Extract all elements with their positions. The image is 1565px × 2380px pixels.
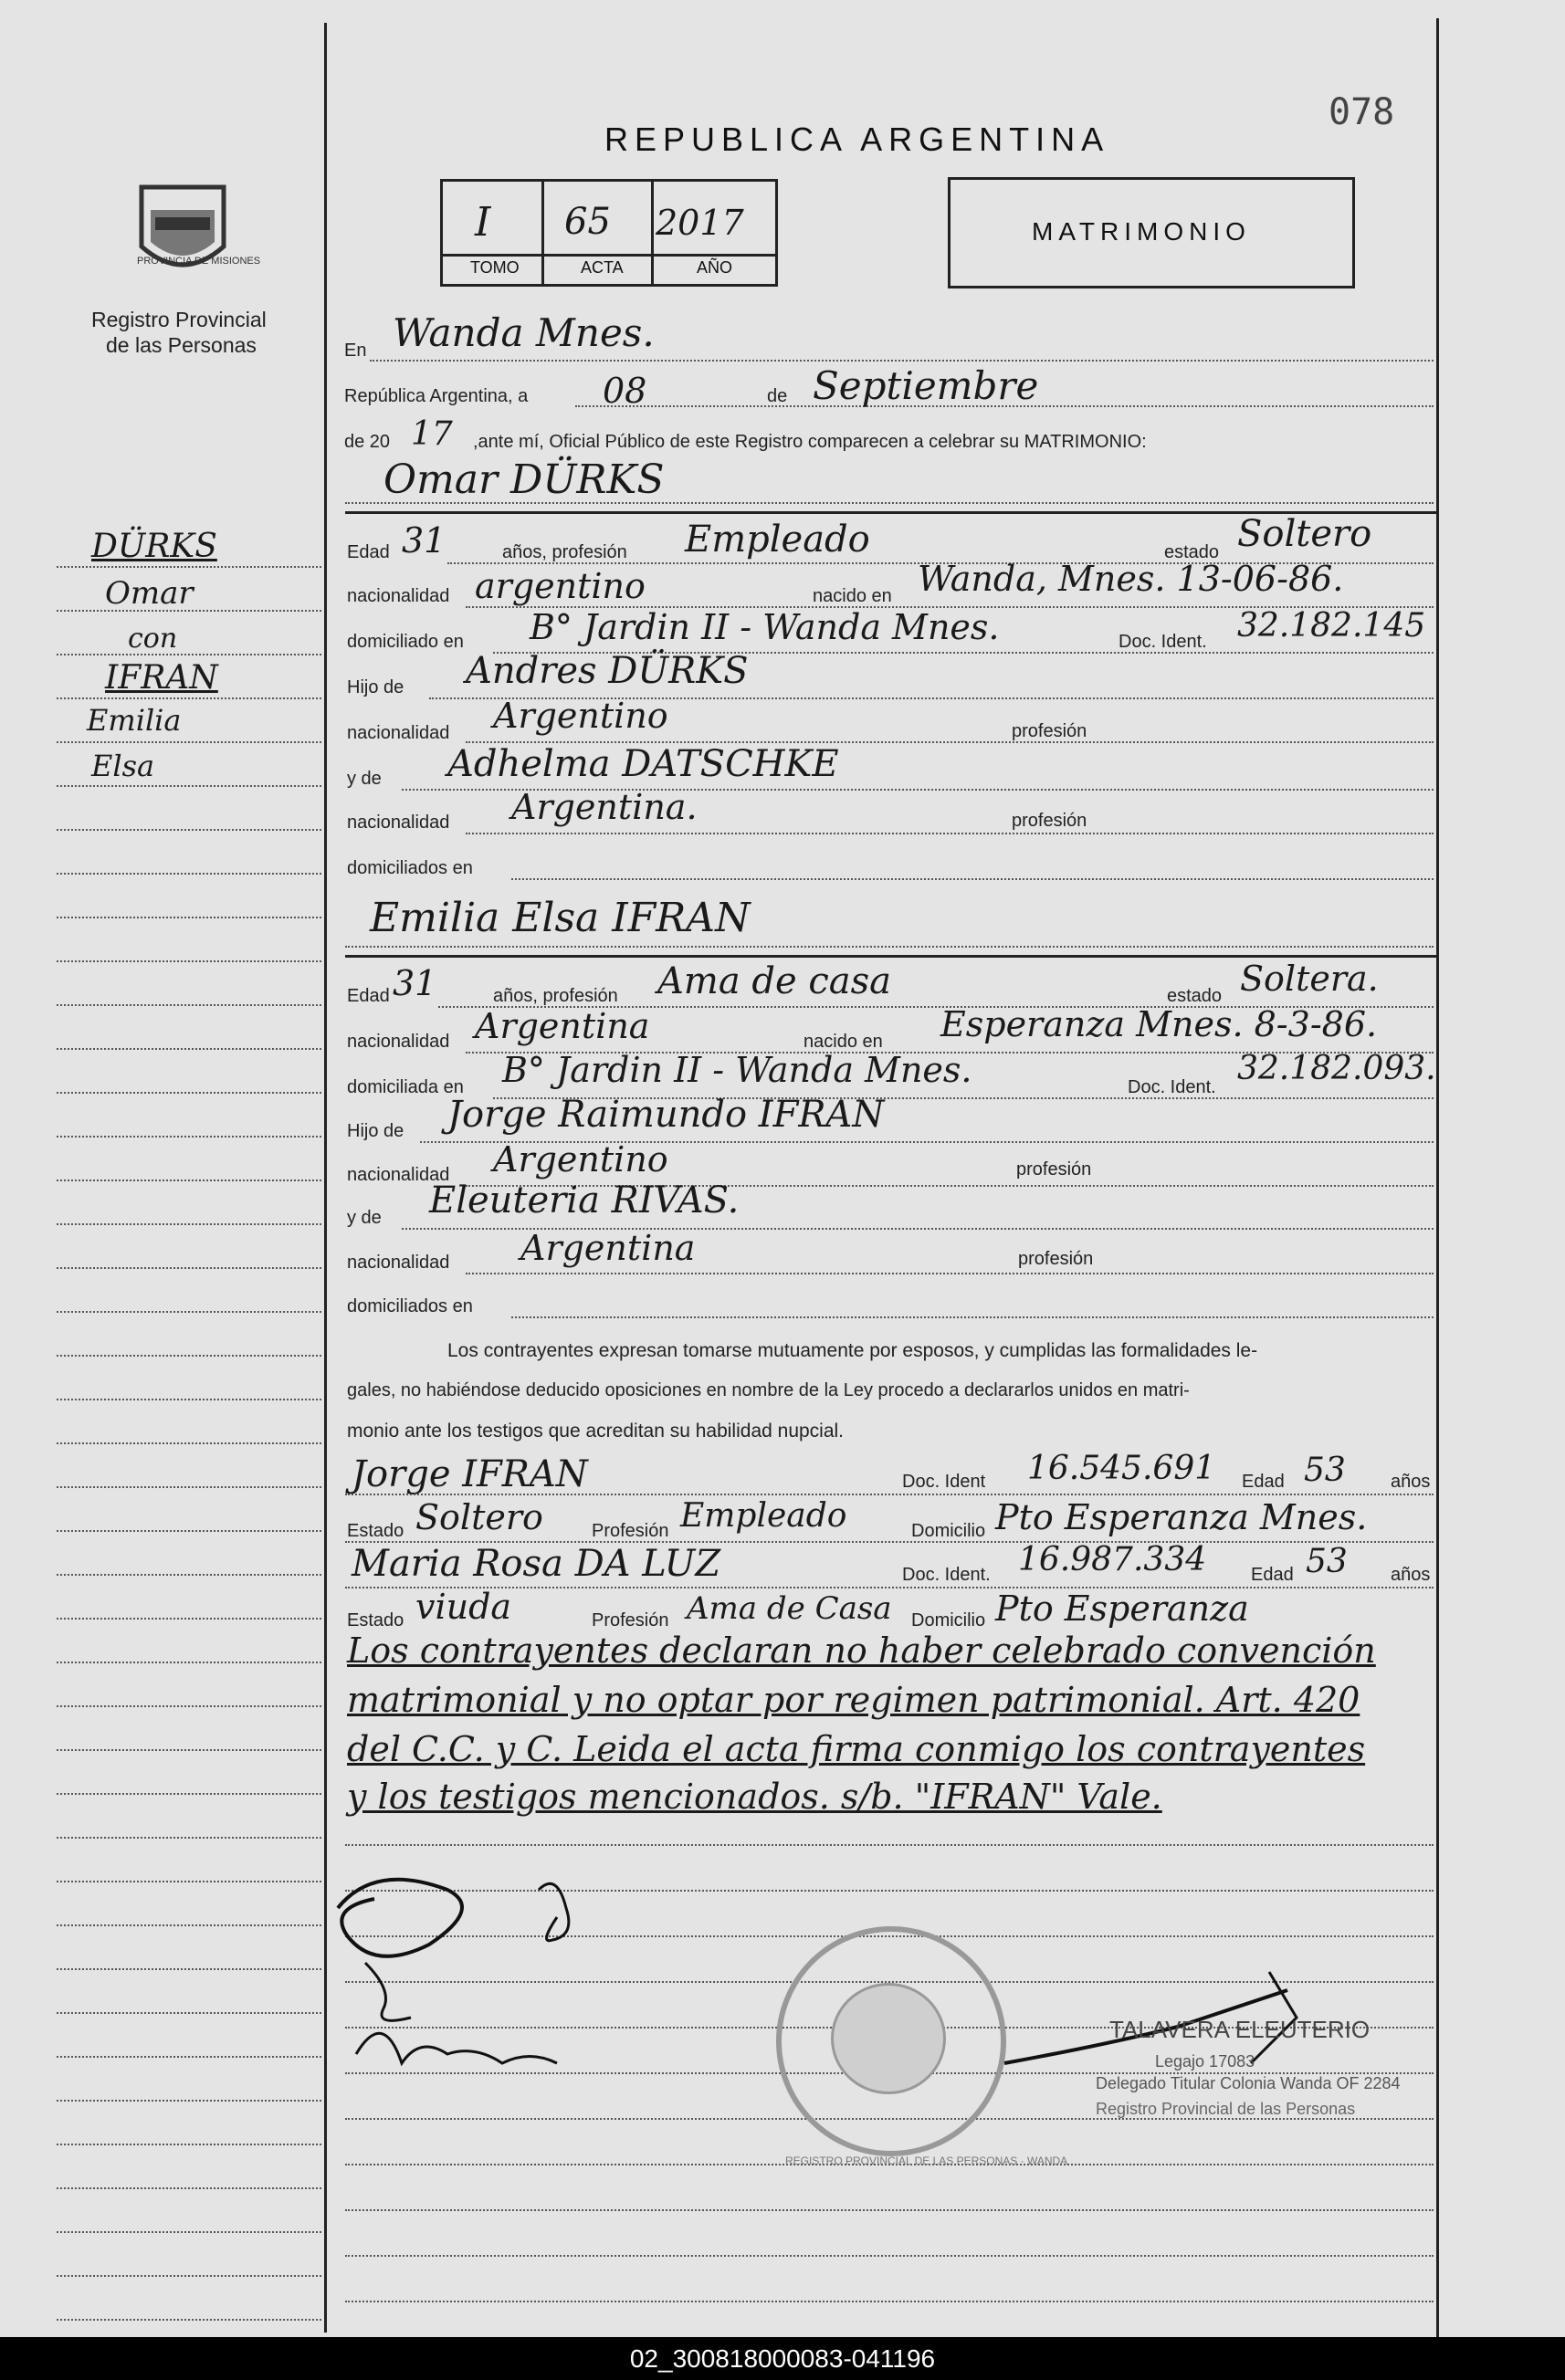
official-registry: Registro Provincial de las Personas	[1096, 2100, 1356, 2118]
bride-father-nat: Argentino	[493, 1139, 668, 1180]
bride-nacido-label: nacido en	[804, 1032, 883, 1052]
groom-fprof-label: profesión	[1012, 721, 1087, 741]
margin-note-line3: con	[128, 623, 178, 655]
groom-mother: Adhelma DATSCHKE	[447, 743, 839, 785]
margin-note-line4: IFRAN	[105, 659, 218, 697]
witness1-anos-label: años	[1391, 1472, 1431, 1492]
bride-domiciliados-label: domiciliados en	[347, 1296, 473, 1316]
bride-age: 31	[393, 963, 437, 1003]
bride-edad-label: Edad	[347, 986, 390, 1006]
registry-name-line1: Registro Provincial	[91, 308, 267, 331]
groom-birth: Wanda, Mnes. 13-06-86.	[918, 559, 1344, 599]
groom-dom-label: domiciliado en	[347, 632, 464, 652]
witness2-anos-label: años	[1391, 1565, 1431, 1585]
bride-doc-label: Doc. Ident.	[1128, 1077, 1216, 1097]
province-crest-icon	[128, 173, 237, 288]
official-role: Delegado Titular Colonia Wanda OF 2284	[1096, 2074, 1401, 2092]
groom-nacido-label: nacido en	[813, 586, 892, 606]
groom-mprof-label: profesión	[1012, 811, 1087, 831]
marriage-place: Wanda Mnes.	[393, 310, 655, 355]
en-label: En	[344, 341, 367, 361]
bride-estado-label: estado	[1167, 986, 1223, 1006]
right-margin-line	[1436, 18, 1439, 2337]
note-line3: del C.C. y C. Leida el acta firma conmigo los contrayentes	[347, 1729, 1366, 1769]
groom-estado-label: estado	[1164, 542, 1220, 562]
bride-birth: Esperanza Mnes. 8-3-86.	[940, 1004, 1378, 1044]
groom-doc-label: Doc. Ident.	[1119, 632, 1207, 652]
groom-profession: Empleado	[685, 519, 870, 561]
groom-doc: 32.182.145	[1237, 607, 1426, 645]
witness1-doc-label: Doc. Ident	[902, 1472, 986, 1492]
folio-number: 078	[1329, 91, 1395, 133]
acta-value: 65	[564, 201, 611, 243]
crest-text: PROVINCIA DE MISIONES	[137, 256, 261, 267]
groom-hijo-label: Hijo de	[347, 677, 404, 697]
witness1-status: Soltero	[415, 1497, 543, 1537]
bride-dom-label: domiciliada en	[347, 1077, 464, 1097]
intro-sentence: ,ante mí, Oficial Público de este Registro comparecen a celebrar su MATRIMONIO:	[473, 432, 1147, 452]
groom-age: 31	[402, 520, 446, 561]
witness2-edad-label: Edad	[1251, 1565, 1294, 1585]
note-line1: Los contrayentes declaran no haber celebrado convención	[347, 1630, 1376, 1671]
groom-edad-label: Edad	[347, 542, 390, 562]
margin-note-line5: Emilia	[87, 703, 182, 738]
groom-nationality: argentino	[475, 566, 646, 606]
witness2-doc: 16.987.334	[1018, 1541, 1207, 1578]
official-name: TALAVERA ELEUTERIO	[1109, 2016, 1371, 2043]
marriage-day: 08	[603, 371, 647, 411]
signatures-graphic	[320, 1853, 685, 2091]
bride-doc: 32.182.093.	[1237, 1050, 1436, 1087]
witness2-doc-label: Doc. Ident.	[902, 1565, 991, 1585]
marriage-month: Septiembre	[813, 363, 1039, 408]
groom-fnat-label: nacionalidad	[347, 723, 450, 743]
witness2-prof-label: Profesión	[592, 1610, 669, 1630]
margin-note-line1: DÜRKS	[91, 528, 217, 565]
bride-fnat-label: nacionalidad	[347, 1165, 450, 1185]
groom-address: B° Jardin II - Wanda Mnes.	[530, 607, 1000, 647]
witness1-doc: 16.545.691	[1027, 1450, 1216, 1487]
witness1-age: 53	[1304, 1452, 1346, 1489]
groom-nac-label: nacionalidad	[347, 586, 450, 606]
bride-address: B° Jardin II - Wanda Mnes.	[502, 1050, 972, 1090]
groom-name: Omar DÜRKS	[383, 456, 665, 503]
bride-father: Jorge Raimundo IFRAN	[447, 1094, 885, 1136]
bride-fprof-label: profesión	[1016, 1159, 1092, 1180]
anio-value: 2017	[656, 203, 744, 243]
acta-label: ACTA	[581, 258, 624, 277]
bride-nationality: Argentina	[475, 1006, 650, 1046]
witness2-address: Pto Esperanza	[995, 1588, 1249, 1629]
declaration-line3: monio ante los testigos que acreditan su habilidad nupcial.	[347, 1421, 845, 1442]
bride-name: Emilia Elsa IFRAN	[370, 895, 751, 941]
tomo-value: I	[475, 199, 491, 246]
record-type: MATRIMONIO	[1032, 217, 1251, 246]
bride-mprof-label: profesión	[1018, 1249, 1094, 1269]
groom-mother-nat: Argentina.	[511, 787, 698, 827]
witness2-profession: Ama de Casa	[687, 1590, 892, 1627]
bride-mother: Eleuteria RIVAS.	[429, 1180, 740, 1221]
witness1-address: Pto Esperanza Mnes.	[995, 1497, 1368, 1537]
bride-mother-nat: Argentina	[520, 1228, 696, 1268]
witness2-name: Maria Rosa DA LUZ	[352, 1543, 721, 1585]
witness1-profession: Empleado	[680, 1497, 847, 1535]
tomo-label: TOMO	[470, 258, 520, 277]
groom-status: Soltero	[1237, 513, 1372, 555]
witness1-estado-label: Estado	[347, 1521, 404, 1541]
bride-nac-label: nacionalidad	[347, 1032, 450, 1052]
seal-text: REGISTRO PROVINCIAL DE LAS PERSONAS · WANDA	[785, 2155, 1068, 2167]
groom-yde-label: y de	[347, 769, 382, 789]
witness2-estado-label: Estado	[347, 1610, 404, 1630]
groom-profesion-label: años, profesión	[502, 542, 627, 562]
witness2-dom-label: Domicilio	[911, 1610, 986, 1630]
registry-name-line2: de las Personas	[106, 333, 257, 357]
margin-note-line6: Elsa	[91, 749, 155, 783]
note-line4: y los testigos mencionados. s/b. "IFRAN" Vale.	[347, 1777, 1162, 1817]
witness1-dom-label: Domicilio	[911, 1521, 986, 1541]
witness1-prof-label: Profesión	[592, 1521, 669, 1541]
groom-father-nat: Argentino	[493, 696, 668, 736]
bride-yde-label: y de	[347, 1208, 382, 1228]
bride-status: Soltera.	[1240, 959, 1379, 999]
bride-profession: Ama de casa	[657, 960, 891, 1002]
rep-label: República Argentina, a	[344, 386, 529, 406]
country-title: REPUBLICA ARGENTINA	[604, 121, 1110, 158]
witness2-age: 53	[1306, 1543, 1348, 1580]
de-label: de	[767, 386, 788, 406]
groom-domiciliados-label: domiciliados en	[347, 858, 473, 878]
groom-father: Andres DÜRKS	[466, 650, 749, 692]
groom-mnat-label: nacionalidad	[347, 813, 450, 833]
year-prefix: de 20	[344, 432, 391, 452]
note-line2: matrimonial y no optar por regimen patrimonial. Art. 420	[347, 1680, 1360, 1720]
witness2-status: viuda	[415, 1587, 512, 1627]
declaration-line2: gales, no habiéndose deducido oposiciones en nombre de la Ley procedo a declararlos unidos en matri-	[347, 1380, 1190, 1400]
official-legajo: Legajo 17083	[1155, 2052, 1255, 2071]
witness1-name: Jorge IFRAN	[352, 1453, 588, 1495]
year-suffix: 17	[411, 415, 453, 453]
witness1-edad-label: Edad	[1242, 1472, 1285, 1492]
bride-mnat-label: nacionalidad	[347, 1253, 450, 1273]
anio-label: AÑO	[697, 258, 733, 277]
scan-footer-code: 02_300818000083-041196	[0, 2337, 1565, 2380]
margin-note-line2: Omar	[105, 575, 194, 612]
declaration-line1: Los contrayentes expresan tomarse mutuamente por esposos, y cumplidas las formalidades le-	[447, 1340, 1258, 1361]
bride-profesion-label: años, profesión	[493, 986, 618, 1006]
bride-hijo-label: Hijo de	[347, 1121, 404, 1141]
